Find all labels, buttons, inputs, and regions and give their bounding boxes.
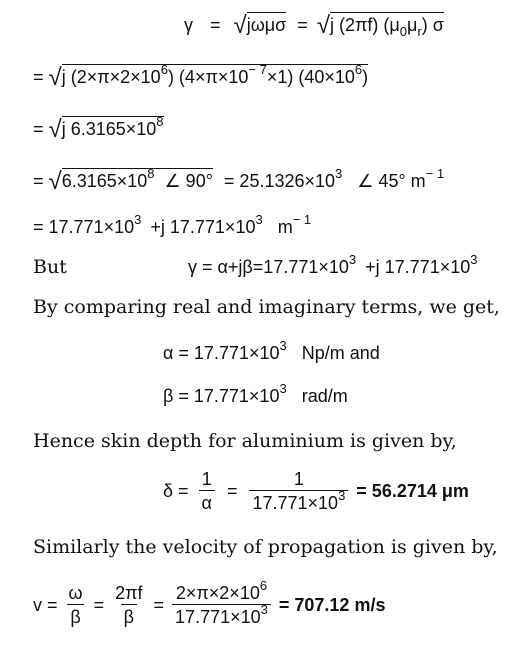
radical-sign: √ bbox=[316, 12, 330, 39]
fraction-1-over-value: $\frac{1}{17.771\times 10^3}$ bbox=[249, 470, 348, 512]
equation-gamma-definition bbox=[184, 12, 444, 39]
equals-sign: = bbox=[33, 67, 44, 87]
radical-sign: √ bbox=[48, 116, 62, 143]
equation-simplified bbox=[33, 114, 164, 143]
paragraph-skin-depth: Hence skin depth for aluminium is given by, bbox=[33, 430, 457, 452]
radicand-numeric: j $(2\times\pi\times 2\times 10^6)$ $(4\times\pi\times 10^{- 7}\times 1)$ $(40\times 10^6)$ bbox=[61, 62, 369, 87]
equation-substitution bbox=[33, 62, 369, 91]
radicand-expanded: j (2πf) $(\mu_0\mu_r)$ σ bbox=[330, 12, 444, 35]
fraction-numeric-velocity: $\frac{2\times\pi\times 2\times 10^6}{17.771\times 10^3}$ bbox=[172, 584, 271, 626]
radical-sign: √ bbox=[48, 168, 62, 195]
radical-sign: √ bbox=[233, 12, 247, 39]
fraction-omega-over-beta: $\frac{\omega}{\beta}$ bbox=[68, 583, 83, 627]
radicand-polar: $6.3165\times 10^8$ ∠ 90° bbox=[61, 166, 213, 191]
radical-sign: √ bbox=[48, 64, 62, 91]
equation-skin-depth: δ = $\frac{1}{\alpha}$ = $\frac{1}{17.771\times 10^3}$ = 56.2714 μm bbox=[163, 469, 469, 513]
equals-sign: = bbox=[210, 15, 221, 35]
equals-sign: = bbox=[33, 171, 44, 191]
fraction-2pif-over-beta: $\frac{2\pi f}{\beta}$ bbox=[115, 583, 143, 627]
radicand-value: j $6.3165\times 10^8$ bbox=[61, 114, 164, 139]
skin-depth-result: = 56.2714 μm bbox=[356, 481, 469, 501]
equation-velocity: v = $\frac{\omega}{\beta}$ = $\frac{2\pi f}{\beta}$ = $\frac{2\times\pi\times 2\times 10^6}{17.771\times 10^3}$ = 707.12 m/s bbox=[33, 578, 386, 627]
equals-sign: = bbox=[297, 15, 308, 35]
fraction-1-over-alpha: $\frac{1}{\alpha}$ bbox=[199, 470, 215, 512]
equation-alpha: $\alpha = 17.771\times 10^3$ Np/m and bbox=[163, 338, 380, 363]
paragraph-comparing: By comparing real and imaginary terms, we get, bbox=[33, 296, 500, 318]
equation-gamma-alpha-beta: $\gamma = \alpha+j\beta=17.771\times 10^3 +j$ $17.771\times 10^3$ bbox=[188, 252, 478, 277]
equals-sign: = bbox=[33, 119, 44, 139]
but-label: But bbox=[33, 256, 67, 278]
velocity-result: = 707.12 m/s bbox=[278, 595, 386, 615]
paragraph-velocity: Similarly the velocity of propagation is given by, bbox=[33, 536, 498, 558]
equation-polar-form: = $√6.3165\times 10^8$ ∠ $90^\circ = 25.1326\times 10^3$ ∠ 45° $m^{- 1}$ bbox=[33, 166, 445, 195]
equation-beta: $\beta = 17.771\times 10^3$ rad/m bbox=[163, 381, 348, 406]
equation-rectangular-form: = $17.771\times 10^3 +j$ $17.771\times 10^3$ $m^{- 1}$ bbox=[33, 212, 312, 237]
radicand-jwmus: jωμσ bbox=[247, 12, 287, 35]
gamma-symbol: γ bbox=[184, 15, 193, 35]
